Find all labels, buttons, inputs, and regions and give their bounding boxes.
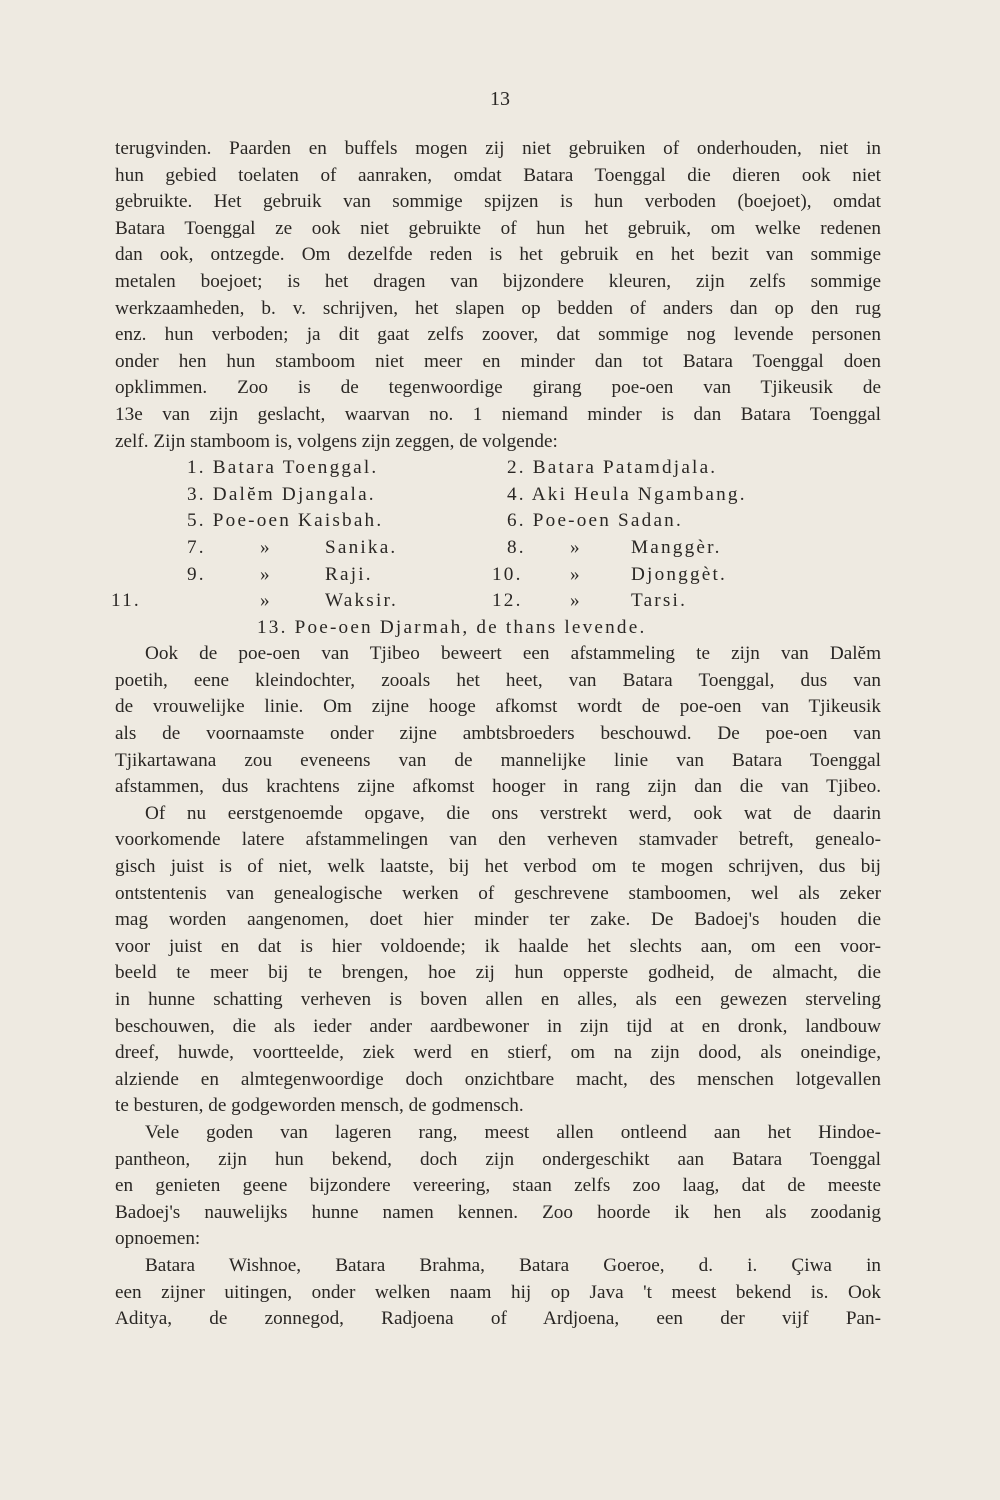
- genealogy-row: [115, 508, 881, 535]
- genealogy-entry: 13. Poe-oen Djarmah, de thans levende.: [257, 616, 647, 638]
- ditto-mark: »: [570, 563, 582, 585]
- text-line: beschouwen, die als ieder ander aardbewoner in zijn tijd at en dronk, landbouw: [115, 1015, 881, 1037]
- ditto-mark: »: [260, 590, 272, 612]
- genealogy-name: Djonggèt.: [631, 563, 728, 585]
- text-line: poetih, eene kleindochter, zooals het heet, van Batara Toenggal, dus van: [115, 669, 881, 691]
- text-line: Aditya, de zonnegod, Radjoena of Ardjoena, een der vijf Pan-: [115, 1308, 881, 1330]
- text-line: Ook de poe-oen van Tjibeo beweert een afstammeling te zijn van Dalĕm: [145, 643, 881, 665]
- genealogy-name: Tarsi.: [631, 590, 688, 612]
- genealogy-number: 12.: [492, 590, 523, 612]
- text-line: hun gebied toelaten of aanraken, omdat Batara Toenggal die dieren ook niet: [115, 164, 881, 186]
- text-line: opklimmen. Zoo is de tegenwoordige girang poe-oen van Tjikeusik de: [115, 377, 881, 399]
- text-line: en genieten geene bijzondere vereering, staan zelfs zoo laag, dat de meeste: [115, 1175, 881, 1197]
- text-line: een zijner uitingen, onder welken naam hij op Java 't meest bekend is. Ook: [115, 1281, 881, 1303]
- text-line: alziende en almtegenwoordige doch onzichtbare macht, des menschen lotgevallen: [115, 1068, 881, 1090]
- genealogy-name: Manggèr.: [631, 536, 722, 558]
- text-line: mag worden aangenomen, doet hier minder ter zake. De Badoej's houden die: [115, 909, 881, 931]
- text-line: te besturen, de godgeworden mensch, de godmensch.: [115, 1095, 524, 1117]
- genealogy-entry: 3. Dalĕm Djangala.: [187, 483, 376, 505]
- text-line: zelf. Zijn stamboom is, volgens zijn zeggen, de volgende:: [115, 430, 558, 452]
- genealogy-name: Waksir.: [325, 590, 399, 612]
- genealogy-entry: 2. Batara Patamdjala.: [507, 457, 718, 479]
- text-line: afstammen, dus krachtens zijne afkomst hooger in rang zijn dan die van Tjibeo.: [115, 776, 881, 798]
- ditto-mark: »: [260, 563, 272, 585]
- text-line: Vele goden van lageren rang, meest allen ontleend aan het Hindoe-: [145, 1121, 881, 1143]
- genealogy-row: [115, 562, 881, 589]
- genealogy-number: 8.: [507, 536, 526, 558]
- text-line: voorkomende latere afstammelingen van den verheven stamvader betreft, genealo-: [115, 829, 881, 851]
- text-line: opnoemen:: [115, 1228, 201, 1250]
- genealogy-row: [115, 455, 881, 482]
- page-number: 13: [490, 88, 510, 110]
- genealogy-number: 10.: [492, 563, 523, 585]
- text-line: als de voornaamste onder zijne ambtsbroeders beschouwd. De poe-oen van: [115, 723, 881, 745]
- text-line: dreef, huwde, voortteelde, ziek werd en stierf, om na zijn dood, als oneindige,: [115, 1042, 881, 1064]
- text-line: gisch juist is of niet, welk laatste, bij het verbod om te mogen schrijven, dus bij: [115, 856, 881, 878]
- text-line: Badoej's nauwelijks hunne namen kennen. Zoo hoorde ik hen als zoodanig: [115, 1201, 881, 1223]
- text-line: metalen boejoet; is het dragen van bijzondere kleuren, zijn zelfs sommige: [115, 270, 881, 292]
- genealogy-row: [115, 615, 881, 642]
- genealogy-entry: 4. Aki Heula Ngambang.: [507, 483, 747, 505]
- genealogy-entry: 1. Batara Toenggal.: [187, 457, 379, 479]
- text-line: voor juist en dat is hier voldoende; ik haalde het slechts aan, om een voor-: [115, 935, 881, 957]
- genealogy-number: 7.: [187, 536, 206, 558]
- text-line: enz. hun verboden; ja dit gaat zelfs zoover, dat sommige nog levende personen: [115, 324, 881, 346]
- genealogy-row: [111, 588, 881, 615]
- genealogy-entry: 5. Poe-oen Kaisbah.: [187, 510, 384, 532]
- text-line: gebruikte. Het gebruik van sommige spijzen is hun verboden (boejoet), omdat: [115, 191, 881, 213]
- ditto-mark: »: [570, 536, 582, 558]
- ditto-mark: »: [570, 590, 582, 612]
- text-line: Of nu eerstgenoemde opgave, die ons verstrekt werd, ook wat de daarin: [145, 802, 881, 824]
- text-line: 13e van zijn geslacht, waarvan no. 1 niemand minder is dan Batara Toenggal: [115, 403, 881, 425]
- genealogy-number: 11.: [111, 590, 141, 612]
- genealogy-name: Raji.: [325, 563, 373, 585]
- genealogy-name: Sanika.: [325, 536, 398, 558]
- text-line: Batara Wishnoe, Batara Brahma, Batara Goeroe, d. i. Çiwa in: [145, 1254, 881, 1276]
- text-line: dan ook, ontzegde. Om dezelfde reden is het gebruik en het bezit van sommige: [115, 244, 881, 266]
- body-text: [111, 136, 881, 1333]
- text-line: onder hen hun stamboom niet meer en minder dan tot Batara Toenggal doen: [115, 350, 881, 372]
- text-line: terugvinden. Paarden en buffels mogen zij niet gebruiken of onderhouden, niet in: [115, 138, 881, 159]
- text-line: Tjikartawana zou eveneens van de mannelijke linie van Batara Toenggal: [115, 749, 881, 771]
- text-line: in hunne schatting verheven is boven allen en alles, als een gewezen sterveling: [115, 989, 881, 1010]
- text-line: ontstentenis van genealogische werken of geschrevene stamboomen, wel als zeker: [115, 882, 881, 904]
- genealogy-row: [115, 482, 881, 509]
- text-line: beeld te meer bij te brengen, hoe zij hun opperste godheid, de almacht, die: [115, 962, 881, 984]
- genealogy-entry: 6. Poe-oen Sadan.: [507, 510, 683, 532]
- text-line: de vrouwelijke linie. Om zijne hooge afkomst wordt de poe-oen van Tjikeusik: [115, 696, 881, 718]
- text-line: pantheon, zijn hun bekend, doch zijn ondergeschikt aan Batara Toenggal: [115, 1148, 881, 1170]
- ditto-mark: »: [260, 536, 272, 558]
- genealogy-row: [115, 535, 881, 562]
- text-line: werkzaamheden, b. v. schrijven, het slapen op bedden of anders dan op den rug: [115, 297, 881, 319]
- text-line: Batara Toenggal ze ook niet gebruikte of hun het gebruik, om welke redenen: [115, 217, 881, 239]
- genealogy-number: 9.: [187, 563, 206, 585]
